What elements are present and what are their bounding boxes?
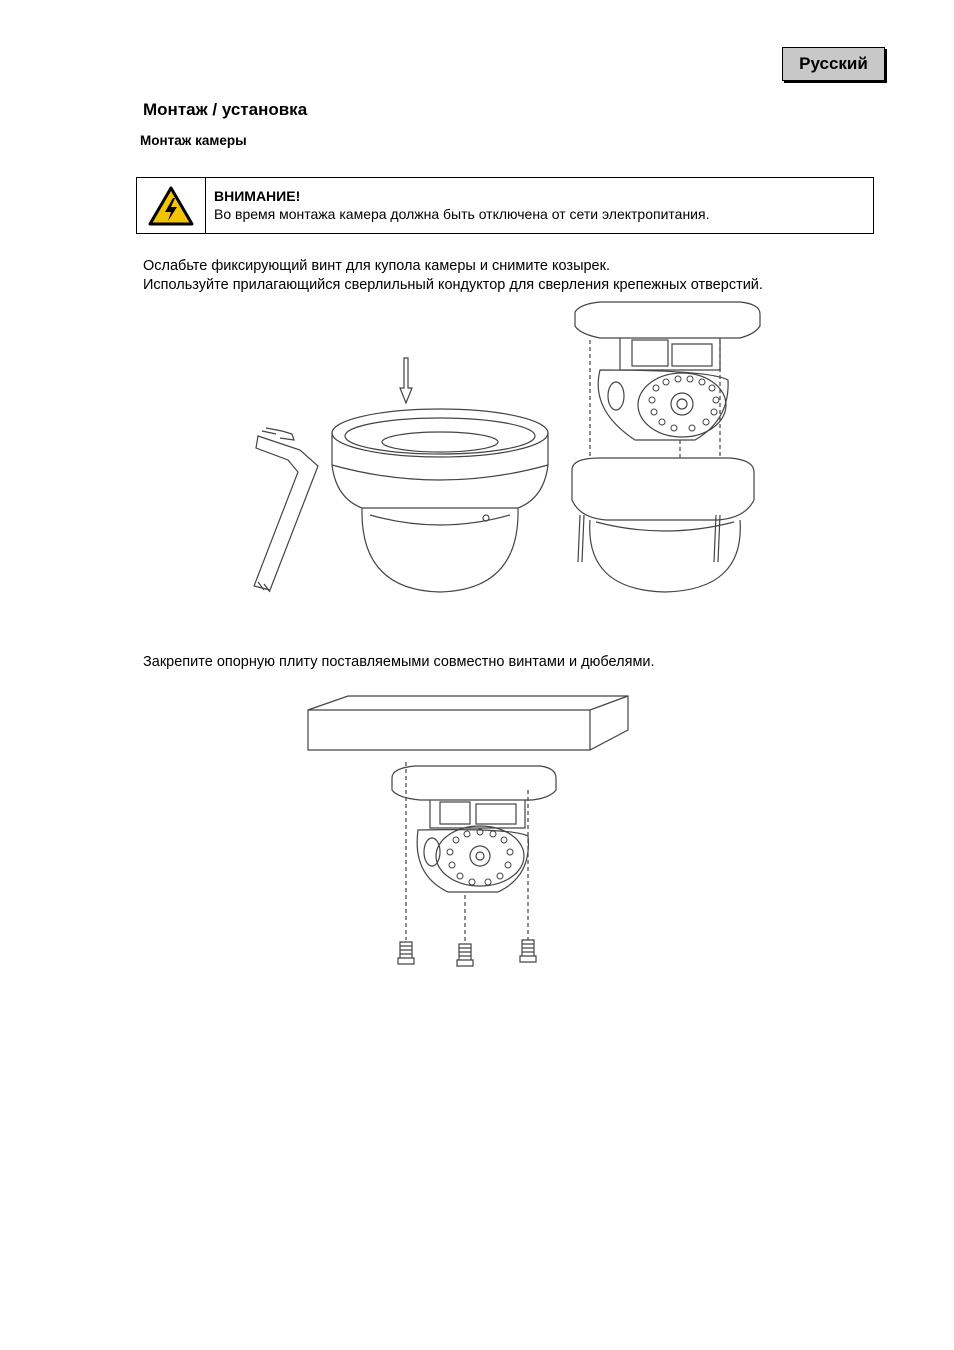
warning-title: ВНИМАНИЕ! — [214, 188, 301, 204]
warning-text: Во время монтажа камера должна быть отключена от сети электропитания. — [214, 206, 710, 222]
section-title: Монтаж / установка — [143, 100, 308, 119]
instruction-line-1: Ослабьте фиксирующий винт для купола камеры и снимите козырек. — [143, 258, 610, 274]
figure-base-mounting — [300, 690, 640, 980]
screws-illustration — [398, 940, 536, 966]
camera-module-illustration — [575, 302, 760, 440]
instruction-line-2: Используйте прилагающийся сверлильный кондуктор для сверления крепежных отверстий. — [143, 277, 763, 293]
dome-bottom-illustration — [572, 458, 754, 592]
figure-dome-removal — [240, 300, 770, 600]
section-subtitle: Монтаж камеры — [140, 133, 247, 148]
dome-cover-illustration — [332, 409, 548, 592]
instruction-step-2: Закрепите опорную плиту поставляемыми совместно винтами и дюбелями. — [143, 654, 655, 670]
high-voltage-warning-icon — [148, 185, 194, 227]
hex-key-illustration — [254, 428, 318, 592]
warning-box — [136, 177, 874, 234]
down-arrow — [400, 358, 412, 403]
ceiling-slab-illustration — [308, 696, 628, 750]
warning-icon-cell — [137, 178, 206, 233]
language-tab: Русский — [782, 47, 885, 81]
mounted-camera-illustration — [392, 766, 556, 892]
